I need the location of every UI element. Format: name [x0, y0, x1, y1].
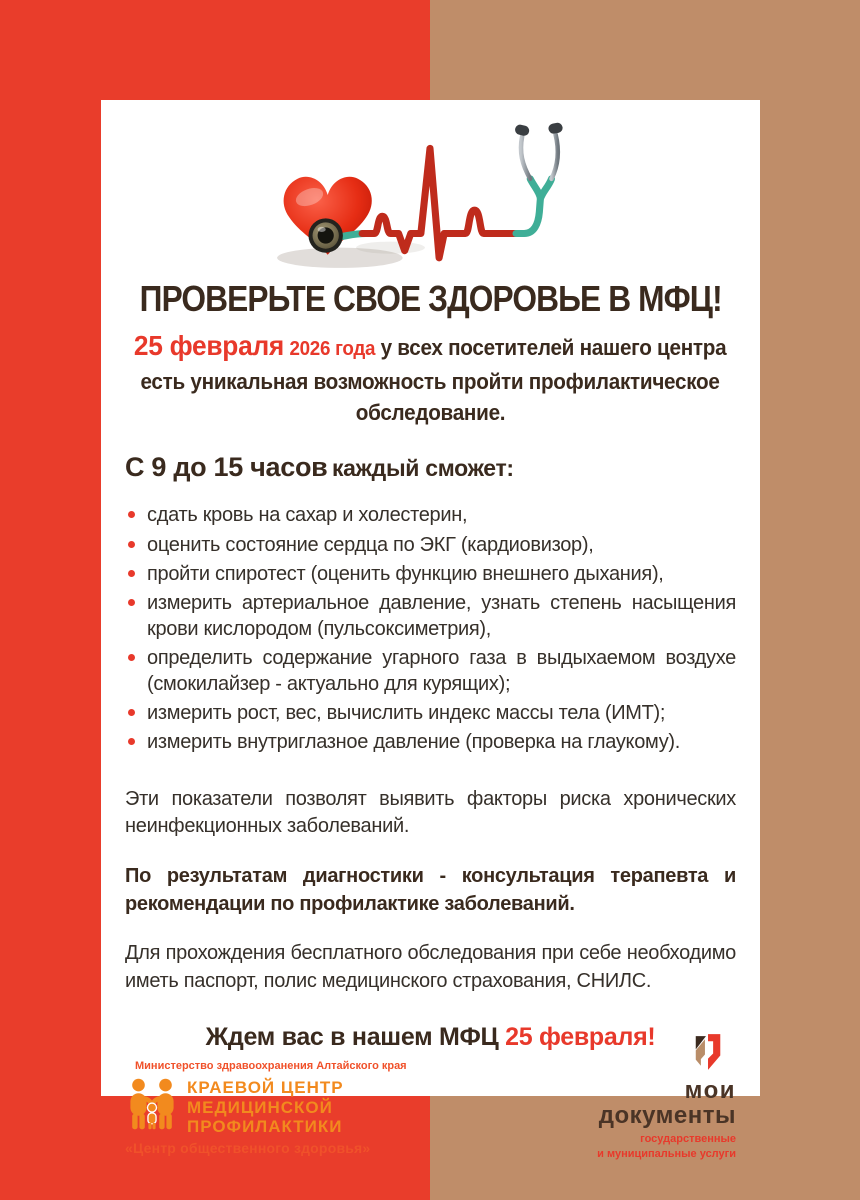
- footer-logos: [125, 1060, 736, 1161]
- moi-dokumenty-pin-icon: [688, 1030, 726, 1077]
- list-item: оценить состояние сердца по ЭКГ (кардиовизор),: [125, 533, 736, 558]
- schedule-time: С 9 до 15 часов: [125, 452, 328, 483]
- list-item: измерить внутриглазное давление (проверка на глаукому).: [125, 730, 736, 755]
- bullet-icon: [128, 541, 135, 548]
- ministry-label: Министерство здравоохранения Алтайского края: [135, 1060, 407, 1073]
- intro-line-2: есть уникальная возможность пройти профилактическое: [140, 368, 721, 394]
- bullet-icon: [128, 599, 135, 606]
- schedule-heading: [125, 452, 736, 483]
- stethoscope-arm-left: [520, 136, 529, 179]
- invite-prefix: Ждем вас в нашем МФЦ: [205, 1023, 499, 1052]
- benefits-list: [125, 503, 736, 756]
- poster-card: [101, 100, 760, 1160]
- list-item: измерить рост, вес, вычислить индекс массы тела (ИМТ);: [125, 701, 736, 726]
- medical-center-logo: [125, 1060, 505, 1156]
- bullet-icon: [128, 738, 135, 745]
- list-item: измерить артериальное давление, узнать степень насыщения крови кислородом (пульсоксиметрия),: [125, 591, 736, 642]
- brand-sub-1: государственные: [640, 1133, 736, 1146]
- paragraph-consultation: По результатам диагностики - консультация терапевта и рекомендации по профилактике заболеваний.: [125, 864, 736, 915]
- bullet-icon: [128, 709, 135, 716]
- event-date: 25 февраля: [134, 330, 285, 361]
- list-item: пройти спиротест (оценить функцию внешнего дыхания),: [125, 562, 736, 587]
- earpiece-left: [514, 124, 530, 137]
- list-item: определить содержание угарного газа в выдыхаемом воздухе (смокилайзер - актуально для курящих);: [125, 646, 736, 697]
- schedule-suffix: каждый сможет:: [331, 455, 514, 482]
- tube-right: [516, 179, 551, 234]
- paragraph-outcome: Эти показатели позволят выявить факторы риска хронических неинфекционных заболеваний.: [125, 787, 736, 838]
- medical-center-name: КРАЕВОЙ ЦЕНТР МЕДИЦИНСКОЙ ПРОФИЛАКТИКИ: [187, 1078, 344, 1137]
- heart-ecg-stethoscope-icon: [266, 112, 596, 274]
- stethoscope-arm-right: [551, 134, 557, 179]
- bullet-icon: [128, 570, 135, 577]
- earpiece-right: [547, 122, 563, 134]
- family-pictogram-icon: [125, 1075, 179, 1133]
- brand-dokumenty: документы: [598, 1102, 736, 1130]
- page-title: ПРОВЕРЬТЕ СВОЕ ЗДОРОВЬЕ В МФЦ!: [139, 278, 722, 319]
- ecg-line: [362, 148, 520, 257]
- brand-moi: мои: [684, 1077, 736, 1105]
- intro-line-3: обследование.: [355, 399, 506, 425]
- invite-date: 25 февраля!: [505, 1023, 656, 1052]
- paragraph-documents: Для прохождения бесплатного обследования при себе необходимо иметь паспорт, полис медицинского страхования, СНИЛС.: [125, 942, 736, 992]
- brand-sub-2: и муниципальные услуги: [597, 1147, 736, 1160]
- list-item: сдать кровь на сахар и холестерин,: [125, 503, 736, 528]
- event-year: 2026 года: [289, 338, 376, 360]
- moi-dokumenty-logo: [564, 1030, 736, 1161]
- intro-line-1: 25 февраля 2026 года у всех посетителей нашего центра: [134, 330, 727, 361]
- intro-text: [125, 326, 736, 428]
- public-health-center-label: «Центр общественного здоровья»: [125, 1140, 371, 1157]
- bullet-icon: [128, 654, 135, 661]
- bullet-icon: [128, 511, 135, 518]
- hero-illustration: [125, 112, 736, 274]
